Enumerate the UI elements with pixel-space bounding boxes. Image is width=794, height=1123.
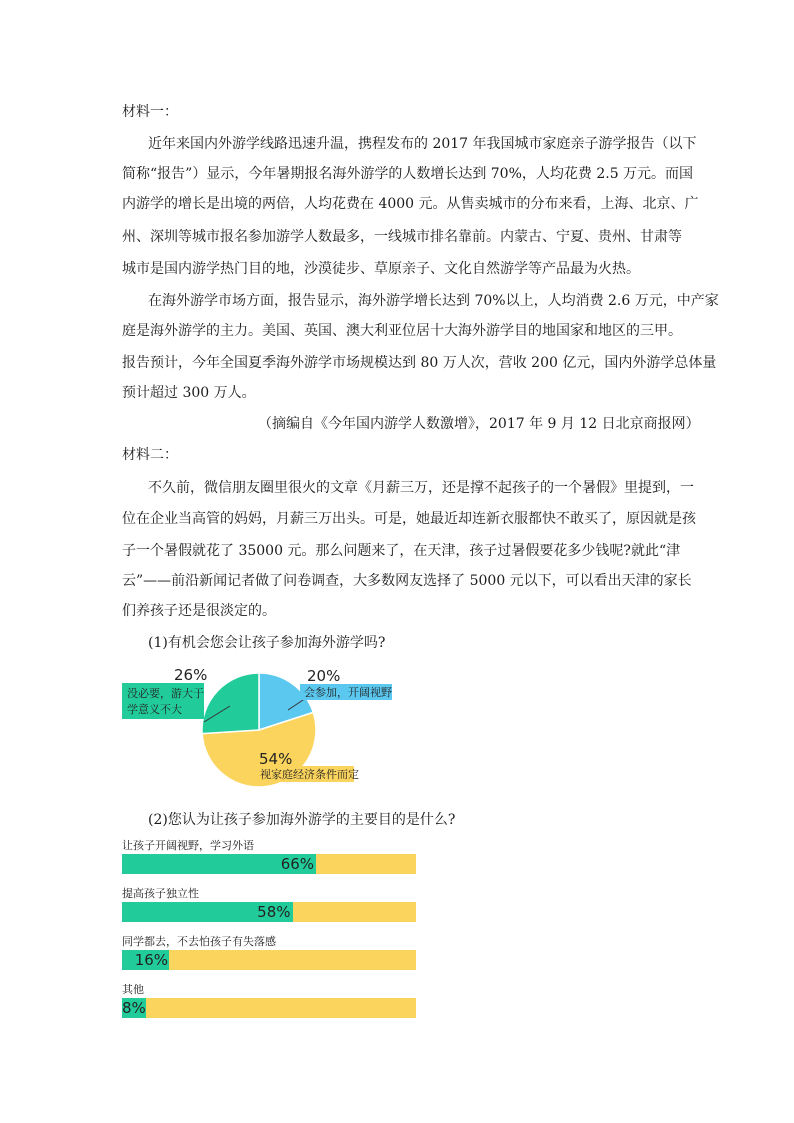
bar-value-label: 8% <box>122 999 146 1017</box>
bar-category-label: 其他 <box>122 983 144 996</box>
bar-category-label: 同学都去，不去怕孩子有失落感 <box>122 935 276 948</box>
material1-heading: 材料一： <box>122 104 178 120</box>
material2-line: 子一个暑假就花了 35000 元。那么问题来了，在天津，孩子过暑假要花多少钱呢?就此“津 <box>122 543 681 559</box>
material2-heading: 材料二： <box>122 447 178 463</box>
bar-category-label: 让孩子开阔视野，学习外语 <box>122 839 254 852</box>
material1-line: 报告预计，今年全国夏季海外游学市场规模达到 80 万人次，营收 200 亿元，国内外游学总体量 <box>122 355 717 371</box>
pie-value-label-yellow: 54% <box>259 750 293 768</box>
pie-slice <box>202 673 259 734</box>
bar-track <box>122 950 416 970</box>
bar-fill <box>122 950 169 970</box>
material1-line: 内游学的增长是出境的两倍，人均花费在 4000 元。从售卖城市的分布来看，上海、北京、广 <box>122 196 699 212</box>
material1-line: 简称“报告”）显示，今年暑期报名海外游学的人数增长达到 70%，人均花费 2.5 万元。而国 <box>122 166 694 182</box>
material2-line: 们养孩子还是很淡定的。 <box>122 603 276 619</box>
question-2: (2)您认为让孩子参加海外游学的主要目的是什么? <box>148 812 456 828</box>
material1-line: 近年来国内外游学线路迅速升温，携程发布的 2017 年我国城市家庭亲子游学报告（以下 <box>148 136 697 152</box>
question-1: (1)有机会您会让孩子参加海外游学吗? <box>148 635 386 651</box>
material2-line: 云”——前沿新闻记者做了问卷调查，大多数网友选择了 5000 元以下，可以看出天津的家长 <box>122 573 692 589</box>
bar-value-label: 16% <box>134 951 169 969</box>
pie-value-label-green: 26% <box>174 666 208 684</box>
bar-track <box>122 854 416 874</box>
pie-slice-label-green-line2: 学意义不大 <box>127 703 182 716</box>
pie-slice-label-green-line1: 没必要，游大于 <box>127 687 204 700</box>
bar-fill <box>122 902 293 922</box>
material2-line: 位在企业当高管的妈妈，月薪三万出头。可是，她最近却连新衣服都快不敢买了，原因就是孩 <box>122 511 696 527</box>
bar-value-label: 66% <box>280 855 315 873</box>
pie-value-label-blue: 20% <box>307 667 341 685</box>
material1-line: 庭是海外游学的主力。美国、英国、澳大利亚位居十大海外游学目的地国家和地区的三甲。 <box>122 323 682 339</box>
material1-line: 城市是国内游学热门目的地，沙漠徒步、草原亲子、文化自然游学等产品最为火热。 <box>122 261 640 277</box>
material1-line: 州、深圳等城市报名参加游学人数最多，一线城市排名靠前。内蒙古、宁夏、贵州、甘肃等 <box>122 229 682 245</box>
material2-line: 不久前，微信朋友圈里很火的文章《月薪三万，还是撑不起孩子的一个暑假》里提到，一 <box>148 480 694 496</box>
bar-fill <box>122 998 146 1018</box>
bar-track <box>122 998 416 1018</box>
material1-line: 在海外游学市场方面，报告显示，海外游学增长达到 70%以上，人均消费 2.6 万元，中产家 <box>148 293 719 309</box>
bar-track <box>122 902 416 922</box>
pie-slice-label-yellow: 视家庭经济条件而定 <box>260 768 359 781</box>
bar-fill <box>122 854 316 874</box>
material1-line: 预计超过 300 万人。 <box>122 385 256 401</box>
pie-slice-label-blue: 会参加，开阔视野 <box>304 686 392 699</box>
material1-source: （摘编自《今年国内游学人数激增》，2017 年 9 月 12 日北京商报网） <box>258 416 700 432</box>
bar-value-label: 58% <box>257 903 291 921</box>
bar-category-label: 提高孩子独立性 <box>122 887 199 900</box>
